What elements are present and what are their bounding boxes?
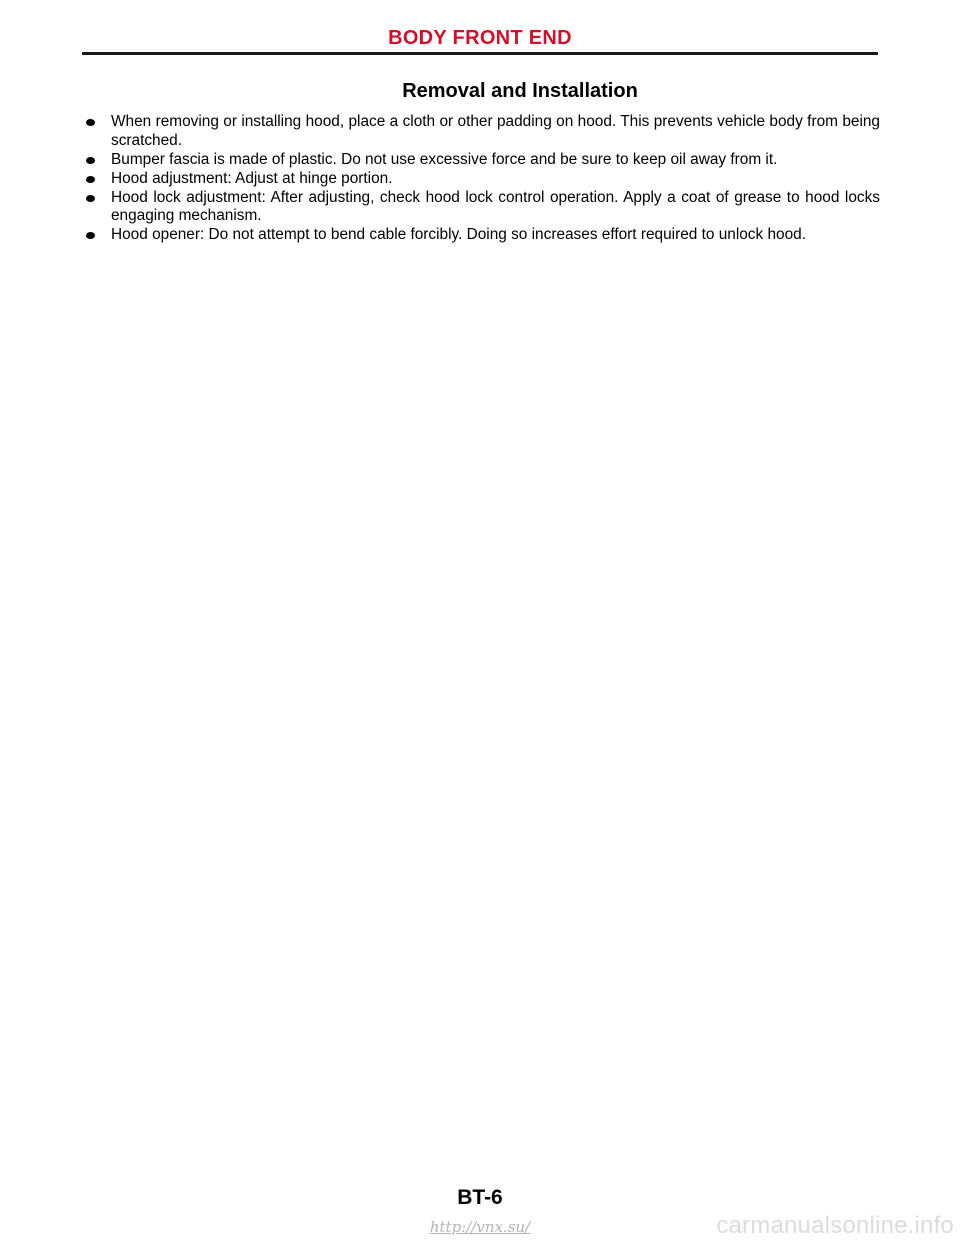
section-title: Removal and Installation [402,80,638,102]
bullet-icon [86,157,95,164]
bullet-icon [86,195,95,202]
list-item-text: Hood lock adjustment: After adjusting, check hood lock control operation. Apply a coat of grease to hood locks engaging mechanism. [111,188,880,224]
header-divider [82,52,878,55]
bullet-icon [86,119,95,126]
source-link[interactable]: http://vnx.su/ [429,1218,531,1236]
list-item [84,170,880,189]
page-header-title: BODY FRONT END [388,27,572,49]
watermark: carmanualsonline.info [716,1212,954,1239]
page-number: BT-6 [457,1186,503,1209]
list-item [84,189,880,226]
list-item-text: Hood opener: Do not attempt to bend cable forcibly. Doing so increases effort required to unlock hood. [111,226,806,243]
list-item [84,113,880,150]
list-item-text: Hood adjustment: Adjust at hinge portion. [111,169,393,187]
list-item-text: When removing or installing hood, place a cloth or other padding on hood. This prevents vehicle body from being scratched. [111,113,880,149]
bullet-list [84,113,880,245]
bullet-icon [86,176,95,183]
bullet-icon [86,232,95,239]
list-item [84,226,880,245]
list-item-text: Bumper fascia is made of plastic. Do not use excessive force and be sure to keep oil away from it. [111,150,778,168]
list-item [84,151,880,170]
